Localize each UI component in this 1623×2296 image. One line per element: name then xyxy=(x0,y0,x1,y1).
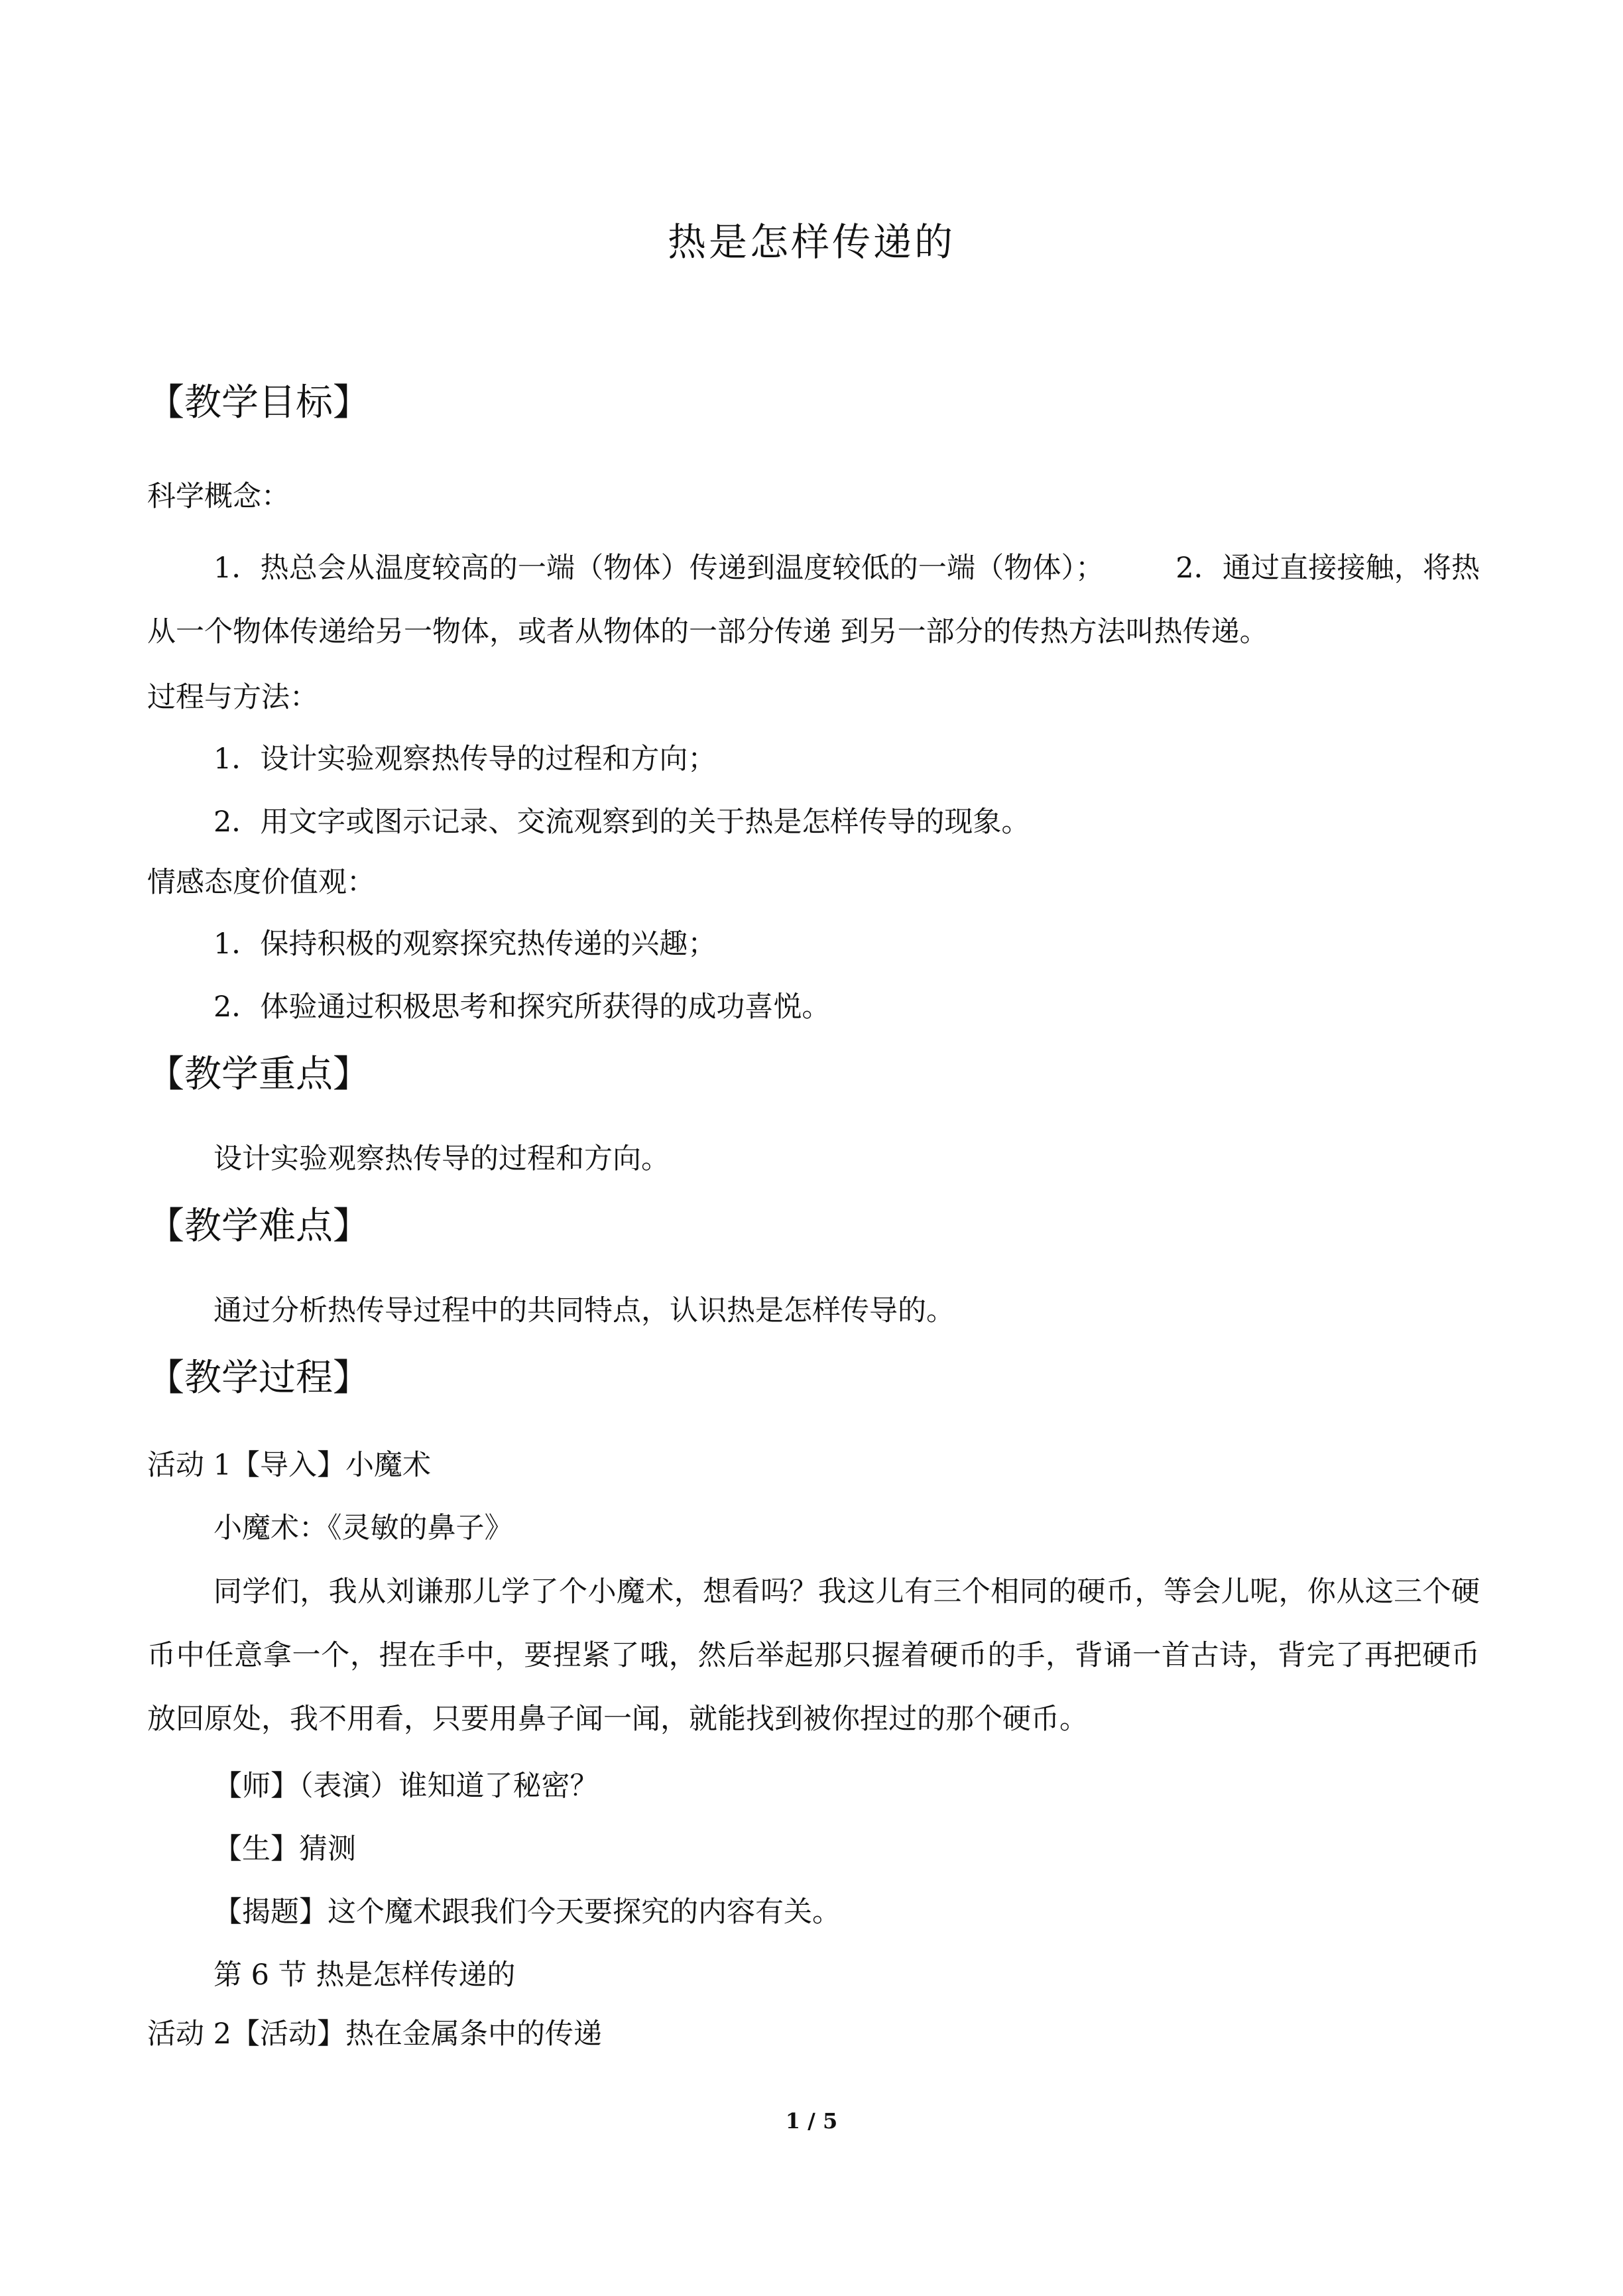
teacher-line: 【师】（表演）谁知道了秘密？ xyxy=(213,1770,599,1803)
difficulties-text: 通过分析热传导过程中的共同特点，认识热是怎样传导的。 xyxy=(213,1294,955,1327)
attitude-item: 2．体验通过积极思考和探究所获得的成功喜悦。 xyxy=(213,991,831,1024)
concept-label: 科学概念： xyxy=(147,480,290,513)
page-number: 1 / 5 xyxy=(785,2108,838,2134)
key-points-text: 设计实验观察热传导的过程和方向。 xyxy=(213,1142,670,1176)
magic-title: 小魔术：《灵敏的鼻子》 xyxy=(213,1512,513,1545)
attitude-item: 1．保持积极的观察探究热传递的兴趣； xyxy=(213,928,717,961)
student-line: 【生】猜测 xyxy=(213,1833,356,1866)
document-title: 热是怎样传递的 xyxy=(667,219,955,265)
topic-line: 【揭题】这个魔术跟我们今天要探究的内容有关。 xyxy=(213,1896,841,1929)
section-heading-process: 【教学过程】 xyxy=(147,1357,370,1400)
lesson-line: 第 6 节 热是怎样传递的 xyxy=(213,1959,516,1992)
activity-2-title: 活动 2【活动】热在金属条中的传递 xyxy=(147,2018,603,2051)
process-label: 过程与方法： xyxy=(147,681,318,714)
process-item: 1．设计实验观察热传导的过程和方向； xyxy=(213,743,717,776)
section-heading-objectives: 【教学目标】 xyxy=(147,381,370,424)
concept-text: 1．热总会从温度较高的一端（物体）传递到温度较低的一端（物体）； 2．通过直接接触，将热从一个物体传递给另一物体，或者从物体的一部分传递 到另一部分的传热方法叫热传递。 xyxy=(147,552,1480,648)
magic-text: 同学们，我从刘谦那儿学了个小魔术，想看吗？我这儿有三个相同的硬币，等会儿呢，你从这三个硬币中任意拿一个，捏在手中，要捏紧了哦，然后举起那只握着硬币的手，背诵一首古诗，背完了再把硬币放回原处，我不用看，只要用鼻子闻一闻，就能找到被你捏过的那个硬币。 xyxy=(147,1575,1480,1736)
activity-1-title: 活动 1【导入】小魔术 xyxy=(147,1449,432,1482)
attitude-label: 情感态度价值观： xyxy=(147,866,375,899)
section-heading-key-points: 【教学重点】 xyxy=(147,1053,370,1096)
process-item: 2．用文字或图示记录、交流观察到的关于热是怎样传导的现象。 xyxy=(213,806,1030,839)
document-body xyxy=(147,381,1480,2051)
section-heading-difficulties: 【教学难点】 xyxy=(147,1205,370,1248)
